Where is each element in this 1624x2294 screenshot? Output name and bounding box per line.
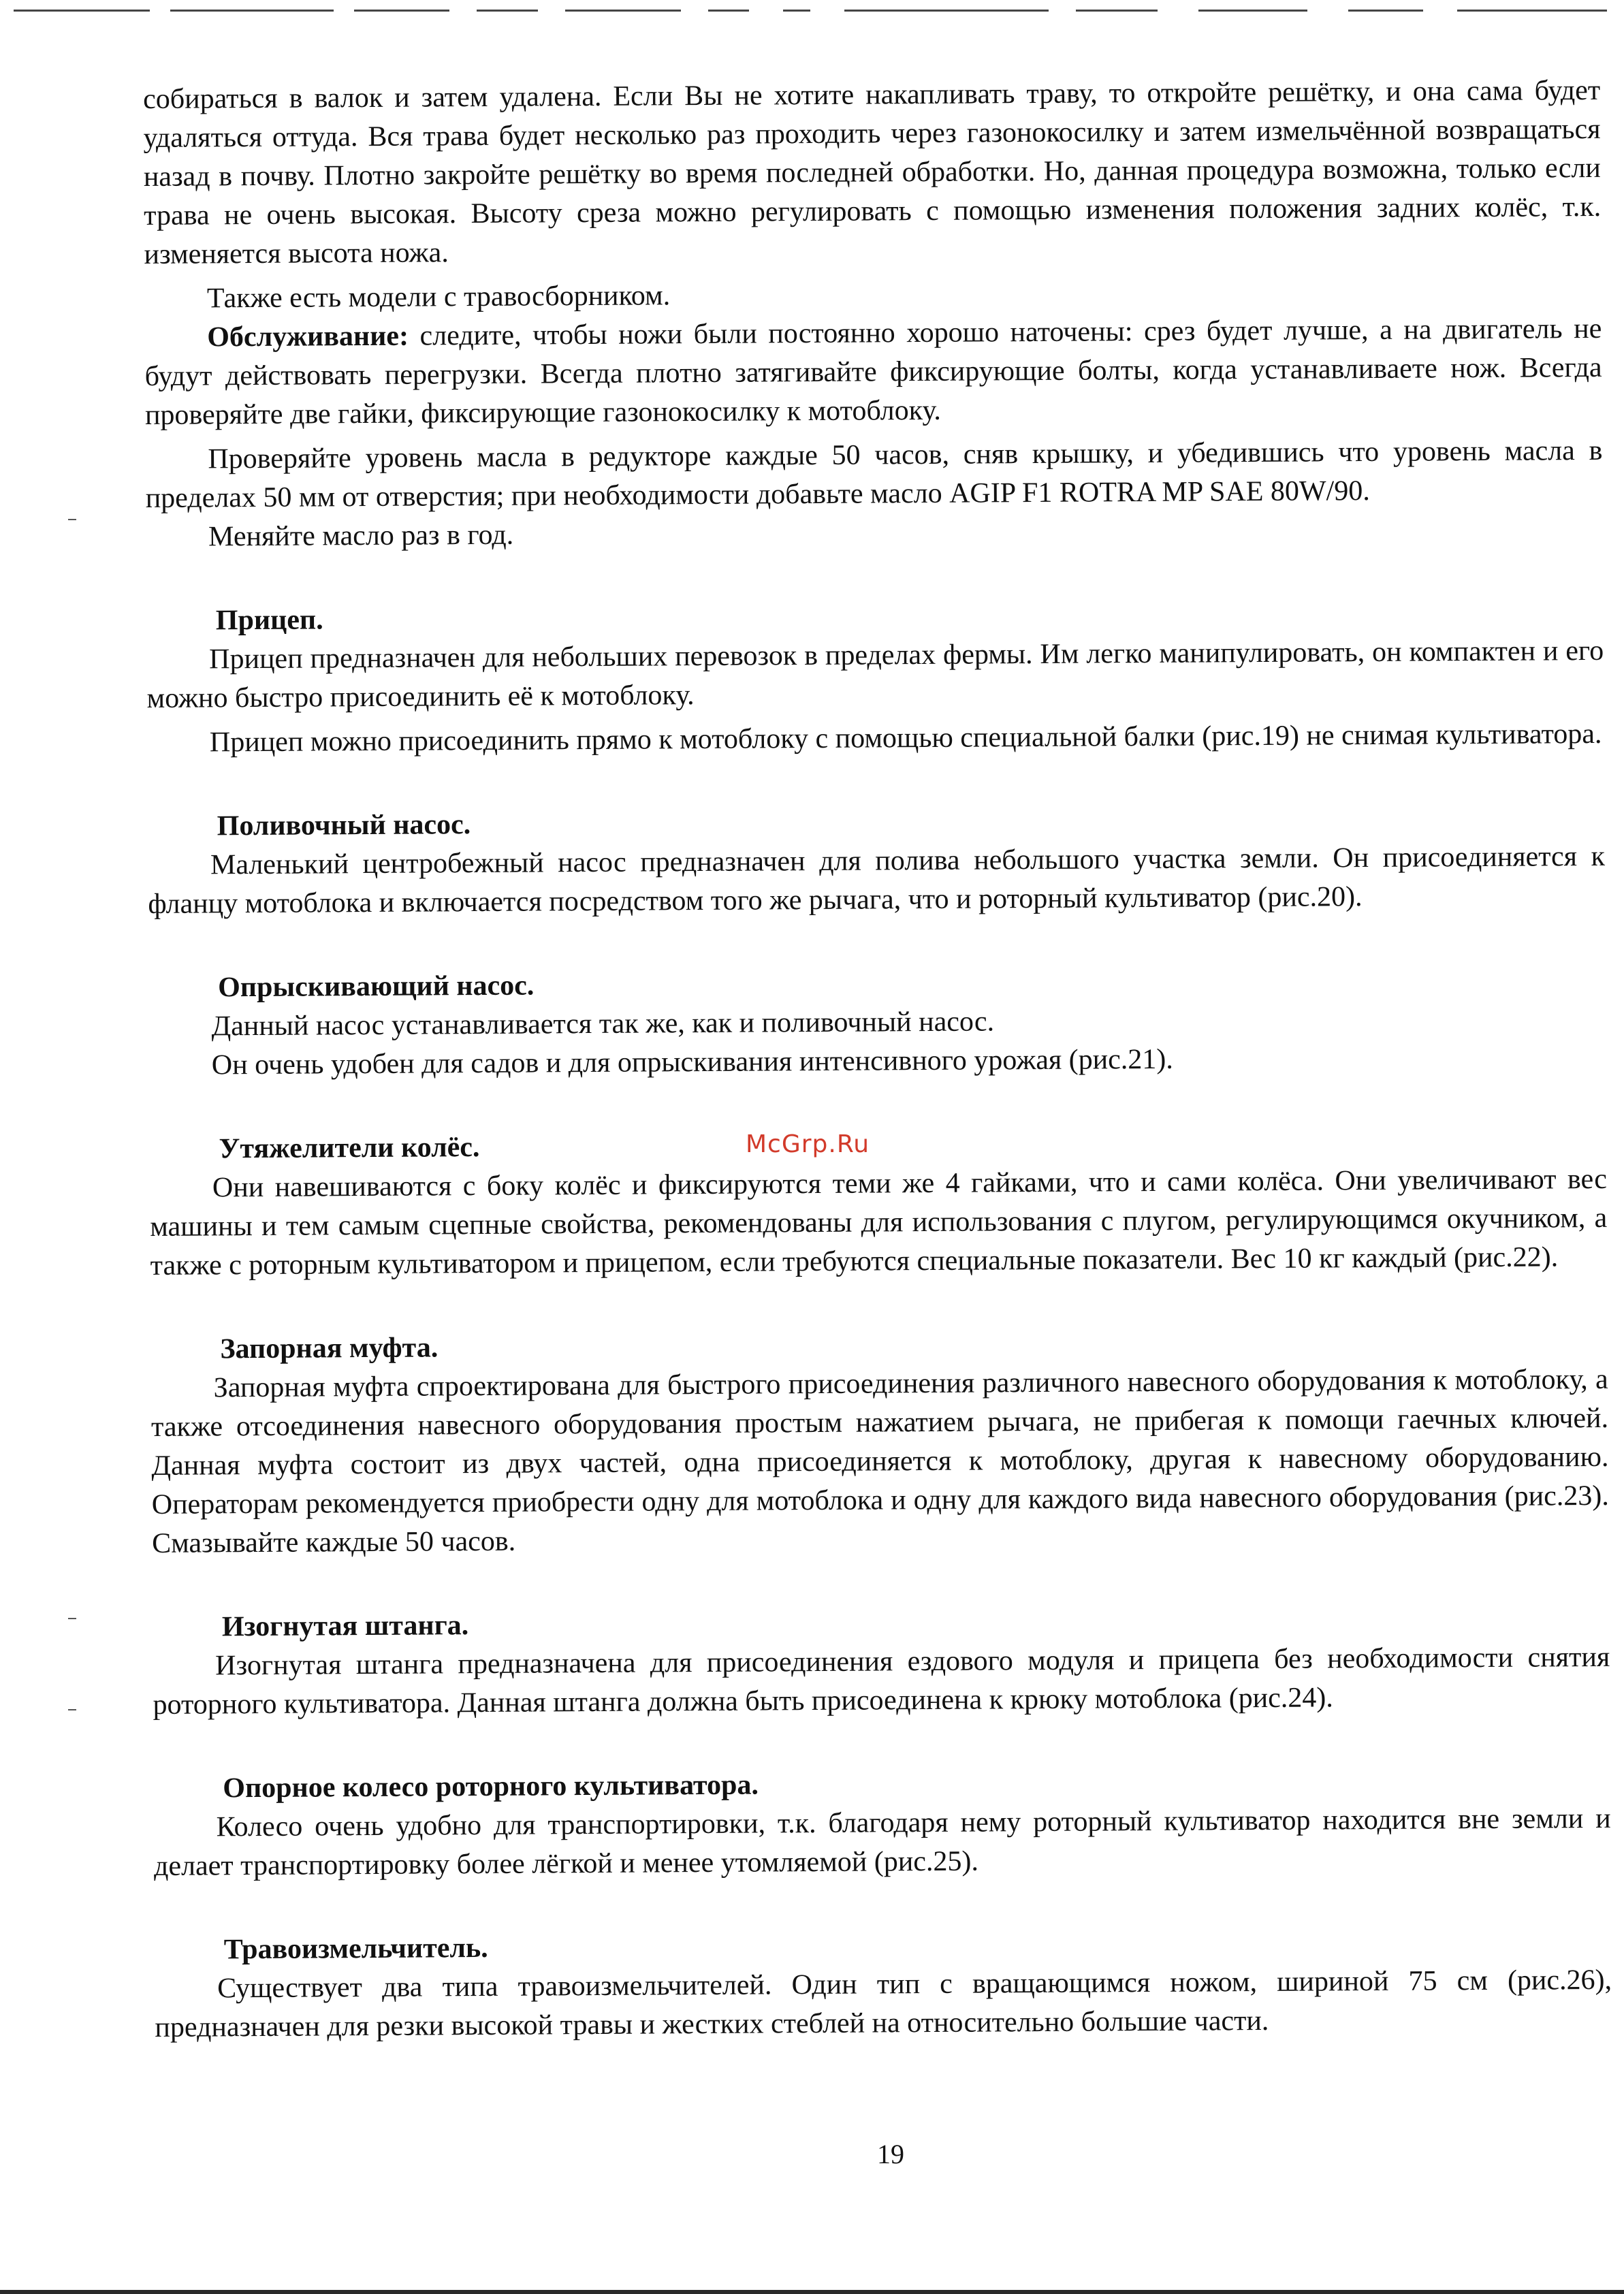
section-title-support-wheel: Опорное колесо роторного культиватора. (223, 1769, 759, 1804)
scan-mark (565, 10, 681, 12)
section-paragraph: Существует два типа травоизмельчителей. Один тип с вращающимся ножом, шириной 75 см (рис.26), предназначен для резки высокой травы и жестких стеблей на относительно большие части. (155, 1964, 1612, 2043)
section-paragraph: Они навешиваются с боку колёс и фиксируются теми же 4 гайками, что и сами колёса. Они увеличивают вес машины и тем самым сцепные свойства, рекомендованы для использования с плугом, регулирующимся окучником, а также с роторным культиватором и прицепом, если требуются специальные показатели. Вес 10 кг каждый (рис.22). (150, 1163, 1608, 1281)
paragraph-oil-change: Меняйте масло раз в год. (208, 519, 514, 553)
page-number: 19 (877, 2139, 904, 2169)
section-paragraph: Изогнутая штанга предназначена для присоединения ездового модуля и прицепа без необходимости снятия роторного культиватора. Данная штанга должна быть присоединена к крюку мотоблока (рис.24). (153, 1641, 1610, 1721)
section-title-trailer: Прицеп. (215, 604, 323, 637)
scan-mark (170, 10, 334, 12)
paragraph-maintenance (144, 310, 1602, 435)
scan-bottom-border (0, 2290, 1624, 2294)
scan-mark (783, 10, 810, 12)
section-title-grass-shredder: Травоизмельчитель. (223, 1932, 488, 1966)
scan-mark (477, 10, 538, 12)
section-title-locking-coupling: Запорная муфта. (220, 1332, 439, 1365)
section-paragraph: Данный насос устанавливается так же, как и поливочный насос. (211, 1006, 995, 1042)
watermark: McGrp.Ru (746, 1130, 870, 1158)
scan-mark (14, 10, 150, 12)
scan-mark (354, 10, 449, 12)
margin-mark (68, 519, 76, 520)
section-title-irrigation-pump: Поливочный насос. (217, 809, 471, 842)
margin-mark (68, 1709, 76, 1710)
section-title-wheel-weights: Утяжелители колёс. (219, 1132, 480, 1165)
paragraph-oil-check: Проверяйте уровень масла в редукторе каждые 50 часов, сняв крышку, и убедившись что уровень масла в пределах 50 мм от отверстия; при необходимости добавьте масло AGIP F1 ROTRA MP SAE 80W/90. (145, 434, 1603, 514)
scan-mark (1198, 10, 1307, 12)
scan-mark (1348, 10, 1423, 12)
margin-mark (68, 1618, 76, 1619)
document-body (143, 71, 1612, 2048)
section-paragraph: Прицеп предназначен для небольших перевозок в пределах фермы. Им легко манипулировать, он компактен и его можно быстро присоединить её к мотоблоку. (146, 635, 1604, 714)
scan-mark (708, 10, 749, 12)
paragraph-intro: собираться в валок и затем удалена. Если Вы не хотите накапливать траву, то откройте решётку, и она сама будет удаляться оттуда. Вся трава будет несколько раз проходить через газонокосилку и затем измельчённой возвращаться назад в почву. Плотно закройте решётку во время последней обработки. Но, данная процедура возможна, только если трава не очень высокая. Высоту среза можно регулировать с помощью изменения положения задних колёс, т.к. изменяется высота ножа. (143, 74, 1602, 270)
scan-mark (1457, 10, 1607, 12)
section-paragraph: Маленький центробежный насос предназначен для полива небольшого участка земли. Он присоединяется к фланцу мотоблока и включается посредством того же рычага, что и роторный культиватор (рис.20). (148, 840, 1606, 920)
section-paragraph: Он очень удобен для садов и для опрыскивания интенсивного урожая (рис.21). (211, 1043, 1173, 1081)
scan-mark (1076, 10, 1158, 12)
section-paragraph: Прицеп можно присоединить прямо к мотоблоку с помощью специальной балки (рис.19) не снимая культиватора. (209, 718, 1602, 759)
section-title-curved-bar: Изогнутая штанга. (221, 1610, 469, 1643)
scan-mark (844, 10, 1049, 12)
maintenance-text: следите, чтобы ножи были постоянно хорошо наточены: срез будет лучше, а на двигатель не будут действовать перегрузки. Всегда плотно затягивайте фиксирующие болты, когда устанавливаете нож. Всегда проверяйте две гайки, фиксирующие газонокосилку к мотоблоку. (144, 313, 1602, 431)
section-title-spray-pump: Опрыскивающий насос. (218, 970, 535, 1004)
maintenance-lead: Обслуживание: (207, 320, 409, 353)
paragraph-grass-catcher: Также есть модели с травосборником. (206, 280, 671, 315)
scan-top-border (0, 0, 1624, 20)
section-paragraph: Запорная муфта спроектирована для быстрого присоединения различного навесного оборудования к мотоблоку, а также отсоединения навесного оборудования простым нажатием рычага, не прибегая к помощи гаечных ключей. Данная муфта состоит из двух частей, одна присоединяется к мотоблоку, другая к навесному оборудованию. Операторам рекомендуется приобрести одну для мотоблока и одну для каждого вида навесного оборудования (рис.23). Смазывайте каждые 50 часов. (150, 1363, 1609, 1559)
section-paragraph: Колесо очень удобно для транспортировки, т.к. благодаря нему роторный культиватор находится вне земли и делает транспортировку более лёгкой и менее утомляемой (рис.25). (153, 1802, 1611, 1882)
